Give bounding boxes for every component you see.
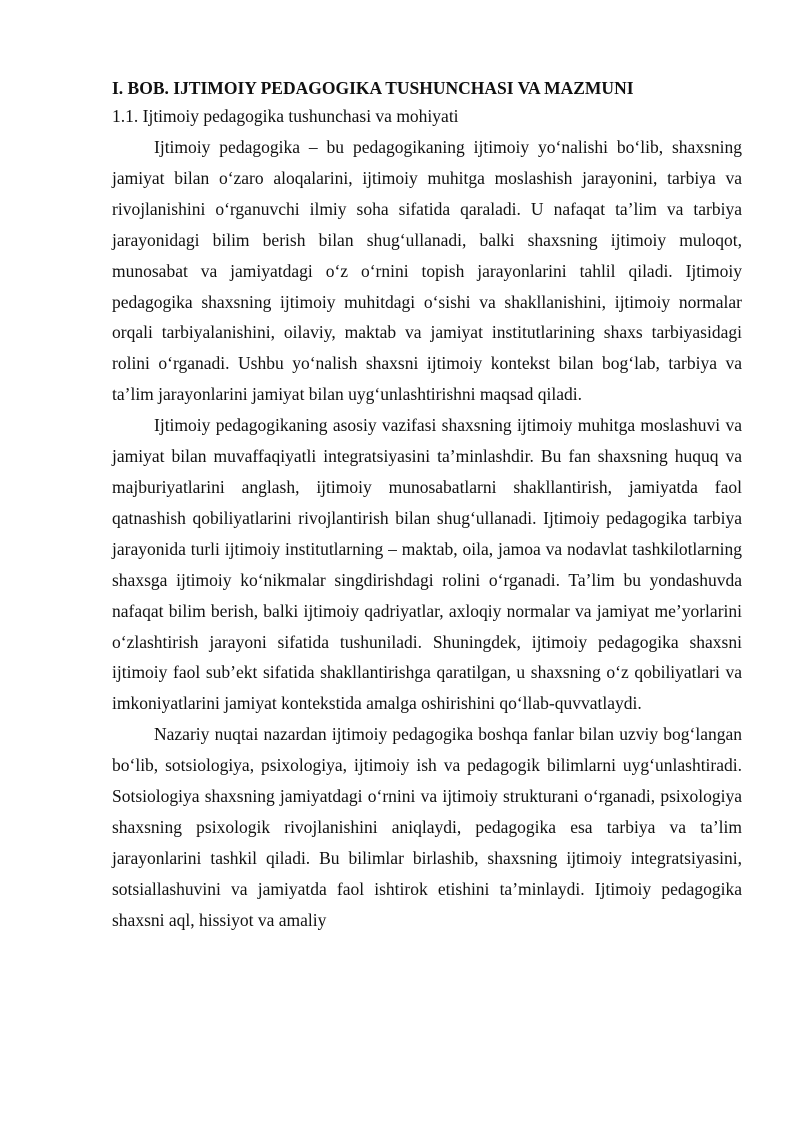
paragraph-1: Ijtimoiy pedagogika – bu pedagogikaning ijtimoiy yo‘nalishi bo‘lib, shaxsning jamiyat bilan o‘zaro aloqalarini, ijtimoiy muhitga moslashish jarayonini, tarbiya va rivojlanishini o‘rganuvchi ilmiy soha sifatida qaraladi. U nafaqat ta’lim va tarbiya jarayonidagi bilim berish bilan shug‘ullanadi, balki shaxsning ijtimoiy muloqot, munosabat va jamiyatdagi o‘z o‘rnini topish jarayonlarini tahlil qiladi. Ijtimoiy pedagogika shaxsning ijtimoiy muhitdagi o‘sishi va shakllanishini, ijtimoiy normalar orqali tarbiyalanishini, oilaviy, maktab va jamiyat institutlarining shaxs tarbiyasidagi rolini o‘rganadi. Ushbu yo‘nalish shaxsni ijtimoiy kontekst bilan bog‘lab, tarbiya va ta’lim jarayonlarini jamiyat bilan uyg‘unlashtirishni maqsad qiladi. xyxy=(112,137,742,405)
paragraph-3: Nazariy nuqtai nazardan ijtimoiy pedagogika boshqa fanlar bilan uzviy bog‘langan bo‘lib, sotsiologiya, psixologiya, ijtimoiy ish va pedagogik bilimlarni uyg‘unlashtiradi. Sotsiologiya shaxsning jamiyatdagi o‘rnini va ijtimoiy strukturani o‘rganadi, psixologiya shaxsning psixologik rivojlanishini aniqlaydi, pedagogika esa tarbiya va ta’lim jarayonlarini tashkil qiladi. Bu bilimlar birlashib, shaxsning ijtimoiy integratsiyasini, sotsiallashuvini va jamiyatda faol ishtirok etishini ta’minlaydi. Ijtimoiy pedagogika shaxsni aql, hissiyot va amaliy xyxy=(112,724,742,930)
chapter-title: I. BOB. IJTIMOIY PEDAGOGIKA TUSHUNCHASI VA MAZMUNI xyxy=(112,78,634,98)
paragraph-2: Ijtimoiy pedagogikaning asosiy vazifasi shaxsning ijtimoiy muhitga moslashuvi va jamiyat bilan muvaffaqiyatli integratsiyasini ta’minlashdir. Bu fan shaxsning huquq va majburiyatlarini anglash, ijtimoiy munosabatlarni shakllantirish, jamiyatda faol qatnashish qobiliyatlarini rivojlantirish bilan shug‘ullanadi. Ijtimoiy pedagogika tarbiya jarayonida turli ijtimoiy institutlarning – maktab, oila, jamoa va nodavlat tashkilotlarning shaxsga ijtimoiy ko‘nikmalar singdirishdagi rolini o‘rganadi. Ta’lim bu yondashuvda nafaqat bilim berish, balki ijtimoiy qadriyatlar, axloqiy normalar va jamiyat me’yorlarini o‘zlashtirish jarayoni sifatida tushuniladi. Shuningdek, ijtimoiy pedagogika shaxsni ijtimoiy faol sub’ekt sifatida shakllantirishga qaratilgan, u shaxsning o‘z qobiliyatlari va imkoniyatlarini jamiyat kontekstida amalga oshirishini qo‘llab-quvvatlaydi. xyxy=(112,415,742,714)
section-title: 1.1. Ijtimoiy pedagogika tushunchasi va mohiyati xyxy=(112,106,459,126)
